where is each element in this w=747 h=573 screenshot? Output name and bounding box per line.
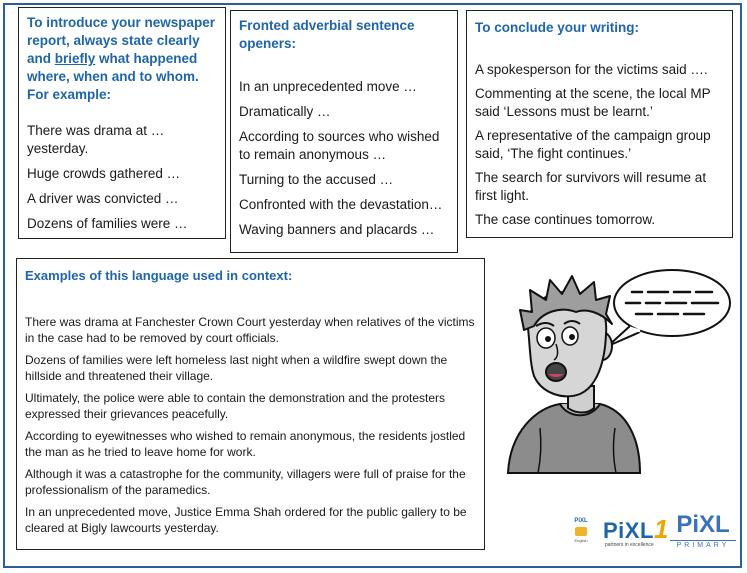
context-item: In an unprecedented move, Justice Emma Shah ordered for the public gallery to be cleared at Bigly lawcourts yesterday. (25, 505, 467, 535)
pixl-english-logo-tag: English (574, 538, 588, 543)
pixl1-logo-text: PiXL (603, 518, 654, 543)
context-item: There was drama at Fanchester Crown Court yesterday when relatives of the victims in the case had to be removed by court officials. (25, 315, 475, 345)
intro-panel (18, 7, 226, 239)
conclude-item: The search for survivors will resume at first light. (475, 170, 707, 203)
context-examples-panel (16, 258, 485, 550)
conclude-list (475, 61, 724, 229)
pixl-primary-logo (670, 512, 736, 556)
conclude-item: A representative of the campaign group said, ‘The fight continues.’ (475, 128, 711, 161)
fronted-item: Waving banners and placards … (239, 222, 435, 237)
context-item: Although it was a catastrophe for the community, villagers were full of praise for the professionalism of the paramedics. (25, 467, 466, 497)
footer-logos (570, 512, 738, 558)
pixl-english-logo-text: PiXL (574, 518, 588, 524)
fronted-item: Turning to the accused … (239, 172, 394, 187)
pixl-primary-logo-text: PiXL (676, 511, 730, 538)
talking-boy-illustration (490, 268, 735, 483)
pixl1-logo-number: 1 (653, 514, 669, 544)
context-list (25, 314, 476, 536)
context-item: According to eyewitnesses who wished to remain anonymous, the residents jostled the man as he tried to leave home for work. (25, 429, 466, 459)
intro-list (27, 122, 217, 233)
fronted-item: Confronted with the devastation… (239, 197, 443, 212)
intro-item: There was drama at … yesterday. (27, 123, 165, 156)
intro-heading-part2: what happened where, when and to whom. For example: (27, 51, 199, 102)
conclude-panel (466, 10, 733, 238)
pixl-english-logo (570, 518, 592, 554)
context-heading: Examples of this language used in context: (25, 268, 293, 283)
intro-heading-underlined: briefly (54, 51, 96, 66)
fronted-heading: Fronted adverbial sentence openers: (239, 18, 415, 51)
book-icon (575, 527, 587, 536)
fronted-item: Dramatically … (239, 104, 331, 119)
pixl-primary-logo-sub: PRIMARY (670, 540, 736, 549)
intro-heading (27, 14, 217, 104)
conclude-item: The case continues tomorrow. (475, 212, 656, 227)
context-item: Ultimately, the police were able to contain the demonstration and the protesters expressed their grievances peacefully. (25, 391, 446, 421)
fronted-adverbial-panel (230, 10, 458, 253)
speech-bubble-icon (608, 270, 730, 346)
pixl1-logo-tag: partners in excellence (605, 542, 654, 548)
pixl1-logo (603, 514, 669, 554)
intro-item: Dozens of families were … (27, 216, 188, 231)
fronted-item: According to sources who wished to remain anonymous … (239, 129, 440, 162)
intro-heading-part1: To introduce your newspaper report, always state clearly and (27, 15, 216, 66)
fronted-item: In an unprecedented move … (239, 79, 417, 94)
intro-item: Huge crowds gathered … (27, 166, 181, 181)
conclude-item: Commenting at the scene, the local MP said ‘Lessons must be learnt.’ (475, 86, 711, 119)
conclude-heading: To conclude your writing: (475, 20, 639, 35)
fronted-list (239, 78, 449, 239)
intro-item: A driver was convicted … (27, 191, 179, 206)
context-item: Dozens of families were left homeless last night when a wildfire swept down the hillside and threatened their village. (25, 353, 448, 383)
conclude-item: A spokesperson for the victims said …. (475, 62, 708, 77)
